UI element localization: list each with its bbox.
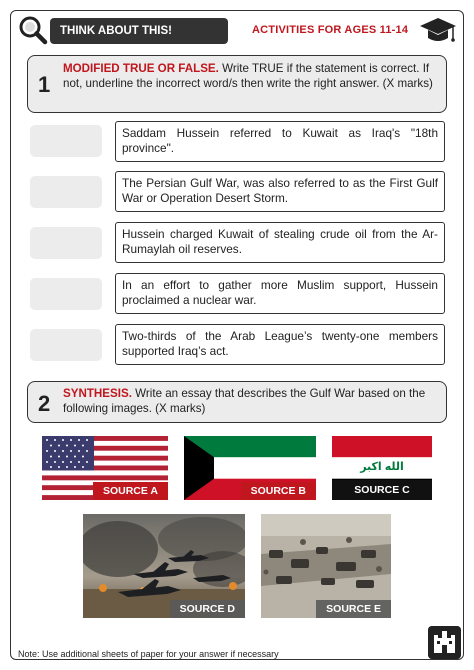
statement-2: The Persian Gulf War, was also referred to as the First Gulf War or Operation Desert Storm. — [115, 171, 445, 212]
section-text — [63, 62, 438, 91]
section-title: SYNTHESIS. — [63, 387, 132, 400]
answer-field-3[interactable] — [30, 227, 102, 259]
section-2-instructions — [27, 381, 447, 423]
graduation-cap-icon — [419, 15, 457, 45]
source-b-kuwait-flag-image — [184, 436, 316, 500]
statement-1: Saddam Hussein referred to Kuwait as Iraq's "18th province". — [115, 121, 445, 162]
section-1-instructions — [27, 55, 447, 113]
source-a-us-flag-image — [42, 436, 168, 500]
section-instructions: Write TRUE if the statement is correct. If not, underline the incorrect word/s then write the right answer. (X marks) — [63, 62, 433, 90]
source-c-label: SOURCE C — [332, 480, 432, 500]
answer-field-5[interactable] — [30, 329, 102, 361]
source-e-label: SOURCE E — [316, 600, 391, 618]
iraq-flag-inscription: الله اكبر — [360, 461, 404, 473]
section-text — [63, 387, 438, 416]
answer-field-2[interactable] — [30, 176, 102, 208]
section-instructions: Write an essay that describes the Gulf War based on the following images. (X marks) — [63, 387, 426, 415]
section-number: 2 — [38, 391, 51, 416]
answer-field-1[interactable] — [30, 125, 102, 157]
footer-note: Note: Use additional sheets of paper for your answer if necessary — [18, 649, 279, 659]
source-d-label: SOURCE D — [170, 600, 245, 618]
think-about-this-banner: THINK ABOUT THIS! — [50, 18, 228, 44]
section-number: 1 — [38, 72, 51, 97]
source-d-fighter-jets-photo — [83, 514, 245, 618]
answer-field-4[interactable] — [30, 278, 102, 310]
section-title: MODIFIED TRUE OR FALSE. — [63, 62, 219, 75]
source-b-label: SOURCE B — [241, 482, 316, 500]
age-range-label: ACTIVITIES FOR AGES 11-14 — [252, 24, 409, 36]
source-c-iraq-flag-image — [332, 436, 432, 500]
statement-4: In an effort to gather more Muslim support, Hussein proclaimed a nuclear war. — [115, 273, 445, 314]
source-a-label: SOURCE A — [93, 482, 168, 500]
castle-logo-icon — [428, 626, 461, 659]
magnifier-icon — [18, 15, 48, 45]
source-e-destroyed-convoy-photo — [261, 514, 391, 618]
statement-3: Hussein charged Kuwait of stealing crude oil from the Ar-Rumaylah oil reserves. — [115, 222, 445, 263]
statement-5: Two-thirds of the Arab League’s twenty-one members supported Iraq’s act. — [115, 324, 445, 365]
